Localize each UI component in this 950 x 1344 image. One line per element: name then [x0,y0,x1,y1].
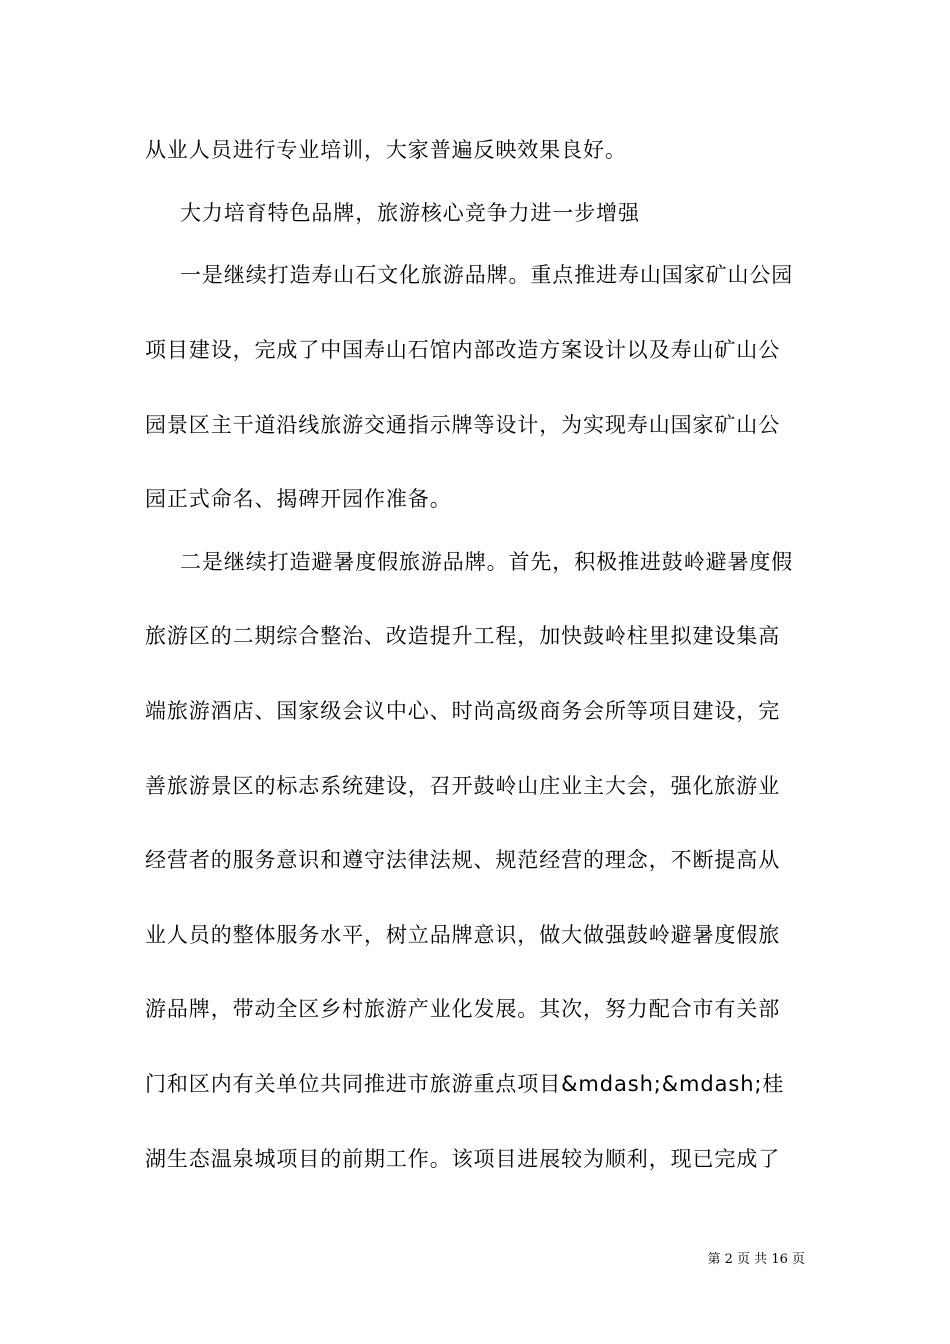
text-line-12: 业人员的整体服务水平，树立品牌意识，做大做强鼓岭避暑度假旅 [145,923,781,947]
text-line-8: 旅游区的二期综合整治、改造提升工程，加快鼓岭柱里拟建设集高 [145,624,781,648]
text-line-1: 从业人员进行专业培训，大家普遍反映效果良好。 [145,138,627,162]
text-line-11: 经营者的服务意识和遵守法律法规、规范经营的理念，不断提高从 [145,848,781,872]
text-line-5: 园景区主干道沿线旅游交通指示牌等设计，为实现寿山国家矿山公 [145,413,781,437]
text-line-13: 游品牌，带动全区乡村旅游产业化发展。其次，努力配合市有关部 [145,997,781,1021]
text-line-4: 项目建设，完成了中国寿山石馆内部改造方案设计以及寿山矿山公 [145,338,781,362]
page-number: 第 2 页 共 16 页 [707,1252,805,1267]
text-line-9: 端旅游酒店、国家级会议中心、时尚高级商务会所等项目建设，完 [145,699,781,723]
text-line-3: 一是继续打造寿山石文化旅游品牌。重点推进寿山国家矿山公园 [180,263,794,287]
text-line-14: 门和区内有关单位共同推进市旅游重点项目&mdash;&mdash;桂 [145,1072,785,1096]
text-line-6: 园正式命名、揭碑开园作准备。 [145,487,452,511]
text-line-15: 湖生态温泉城项目的前期工作。该项目进展较为顺利，现已完成了 [145,1147,781,1171]
text-line-10: 善旅游景区的标志系统建设，召开鼓岭山庄业主大会，强化旅游业 [145,774,781,798]
section-heading: 大力培育特色品牌，旅游核心竞争力进一步增强 [180,201,640,225]
text-line-7: 二是继续打造避暑度假旅游品牌。首先，积极推进鼓岭避暑度假 [180,550,794,574]
